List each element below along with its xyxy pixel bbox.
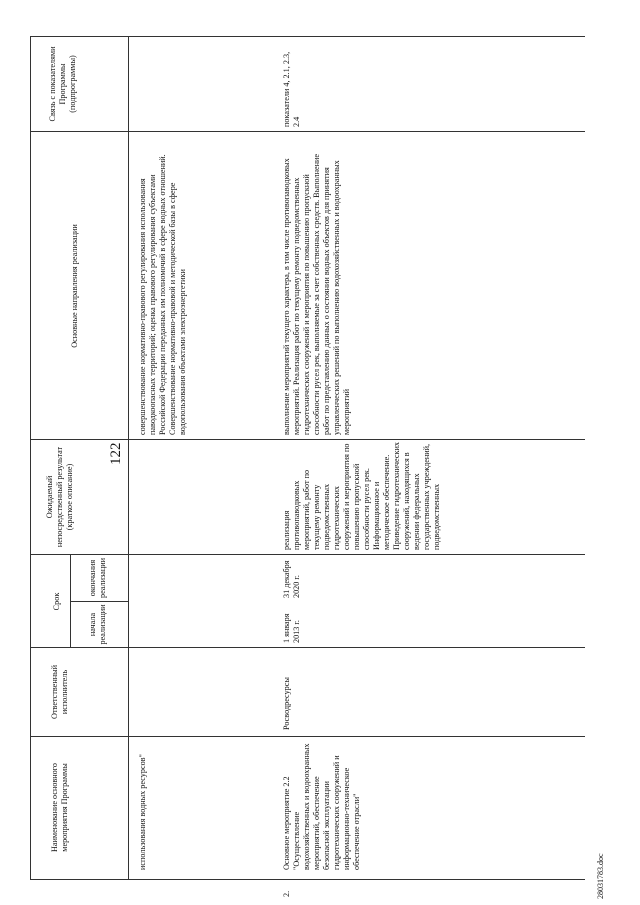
header-term-start: начала реализации [88,604,107,645]
table-border-left [30,879,585,880]
column-divider [30,736,585,737]
column-divider [30,647,585,648]
header-term: Срок [52,592,61,611]
table-cell-name: Основное мероприятие 2.2 "Осуществление водохозяйственных и водоохранных мероприятий, обеспечение безопасной эксплуатации гидротехнических сооружений и информационно-техническое обеспечение отрасли" [282,743,361,870]
table-cell-number: 2. [282,890,291,897]
header-term-end: окончания реализации [88,558,107,599]
header-directions: Основные направления реализации [70,224,79,348]
table-cell-responsible: Росводресурсы [282,677,291,730]
table-cell-expected: реализация противопаводковых мероприятий, работ по текущему ремонту подведомственных гидротехнических сооружений и мероприятия по повышению пропускной способности русел рек. Информационное и методическое обеспечение. Приведение гидротехнических сооружений, находящихся в ведении федеральных государственных учреждений, подведомственных [282,442,441,550]
table-border-right [30,36,585,37]
header-responsible: Ответственный исполнитель [50,665,69,719]
header-bottom-line [128,37,129,880]
table-cell-end: 31 декабря 2020 г. [282,560,301,598]
header-expected: Ожидаемый непосредственный результат (краткое описание) [45,446,74,548]
table-cell-name: использования водных ресурсов" [138,754,147,870]
table-cell-directions: совершенствование нормативно-правового регулирования использования паводкоопасных территорий; оценка правового регулирования субъектами Российской Федерации переданных им полномочий в сфере водных отношений. Совершенствование нормативно-правовой и методической базы в сфере водопользования объектами электроэнергетики [138,154,187,435]
header-link: Связь с показателями Программы (подпрограммы) [48,46,77,122]
table-cell-link: показатели 4, 2.1, 2.3, 2.4 [282,51,301,127]
column-divider [30,554,585,555]
table-border-top [30,37,31,880]
header-name: Наименование основного мероприятия Программы [50,762,69,853]
page-number: 122 [108,442,124,465]
table-cell-directions: выполнение мероприятий текущего характера, в том числе противопаводковых мероприятий. Реализация работ по текущему ремонту подведомственных гидротехнических сооружений и мероприятия по повышению пропускной способности русел рек, выполняемые за счет собственных средств. Выполнение работ по представлению данных о состоянии водных объектов для принятия управленческих решений по выполнению водохозяйственных и водоохранных мероприятий [282,153,351,435]
table-cell-start: 1 января 2013 г. [282,613,301,643]
column-divider [30,131,585,132]
document-footer: 28031783.doc [596,853,605,899]
column-divider [30,439,585,440]
